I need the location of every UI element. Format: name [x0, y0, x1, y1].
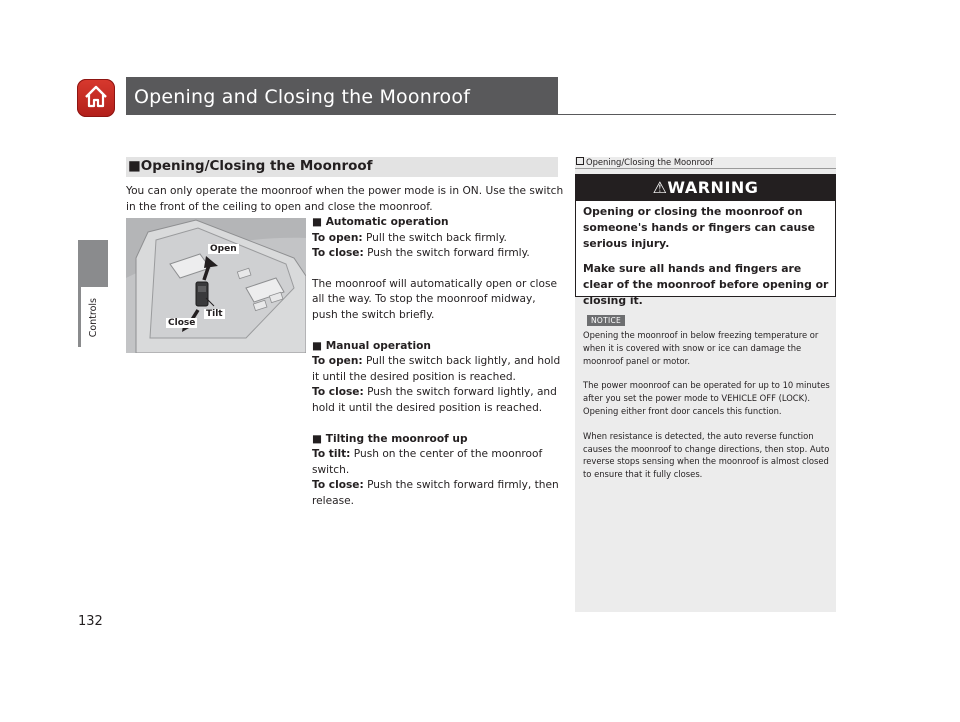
instructions-column	[312, 215, 562, 510]
info-paragraph-3: When resistance is detected, the auto reverse function causes the moonroof to change directions, then stop. Auto reverse stops sensing when the moonroof is almost closed to ensure that it fully closes.	[583, 430, 830, 480]
info-paragraph-2: Opening either front door cancels this function.	[583, 405, 782, 416]
automatic-heading: ■ Automatic operation	[312, 216, 449, 228]
chapter-tab	[78, 240, 108, 287]
auto-open-line: To open: Pull the switch back firmly.	[312, 231, 507, 244]
home-icon	[83, 84, 109, 110]
square-bullet-icon: ■	[312, 432, 323, 445]
warning-paragraph-1: Opening or closing the moonroof on someone's hands or fingers can cause serious injury.	[583, 205, 815, 250]
square-bullet-icon: ■	[128, 158, 141, 174]
chapter-tab-label: Controls	[88, 298, 99, 338]
tilt-line: To tilt: Push on the center of the moonroof switch.	[312, 448, 543, 476]
manual-heading: ■ Manual operation	[312, 339, 431, 352]
auto-note: The moonroof will automatically open or close all the way. To stop the moonroof midway, push the switch briefly.	[312, 277, 557, 321]
notice-text: Opening the moonroof in below freezing temperature or when it is covered with snow or ice can damage the moonroof panel or motor.	[583, 330, 819, 366]
square-bullet-icon: ■	[312, 339, 323, 352]
warning-header: ⚠WARNING	[576, 175, 835, 201]
tilt-callout: Tilt	[206, 309, 223, 319]
home-button[interactable]	[77, 79, 115, 117]
manual-open-line: To open: Pull the switch back lightly, and hold it until the desired position is reached.	[312, 355, 561, 383]
chapter-strip	[78, 287, 81, 347]
moonroof-switch-illustration	[126, 218, 306, 353]
auto-close-line: To close: Push the switch forward firmly.	[312, 247, 530, 260]
open-callout: Open	[210, 244, 237, 254]
warning-paragraph-2: Make sure all hands and fingers are clear of the moonroof before opening or closing it.	[583, 262, 829, 307]
tilt-close-line: To close: Push the switch forward firmly, then release.	[312, 479, 559, 507]
notice-badge: NOTICE	[587, 315, 625, 326]
warning-text	[583, 204, 831, 309]
section-title: ■Opening/Closing the Moonroof	[128, 158, 373, 174]
info-paragraph-1: The power moonroof can be operated for up to 10 minutes after you set the power mode to VEHICLE OFF (LOCK).	[583, 380, 830, 404]
panel-divider	[575, 168, 836, 169]
square-bullet-icon: ■	[312, 216, 323, 228]
tilt-heading: ■ Tilting the moonroof up	[312, 432, 468, 445]
manual-close-line: To close: Push the switch forward lightly, and hold it until the desired position is reached.	[312, 386, 557, 414]
panel-notes	[583, 329, 831, 481]
close-callout: Close	[168, 318, 196, 328]
page-number: 132	[78, 614, 103, 629]
warning-triangle-icon: ⚠	[652, 178, 668, 197]
page-title: Opening and Closing the Moonroof	[134, 86, 471, 108]
title-underline	[126, 114, 836, 115]
intro-paragraph: You can only operate the moonroof when the power mode is in ON. Use the switch in the front of the ceiling to open and close the moonroof.	[126, 185, 564, 213]
reference-marker-icon	[576, 157, 584, 165]
panel-reference: Opening/Closing the Moonroof	[576, 157, 713, 167]
